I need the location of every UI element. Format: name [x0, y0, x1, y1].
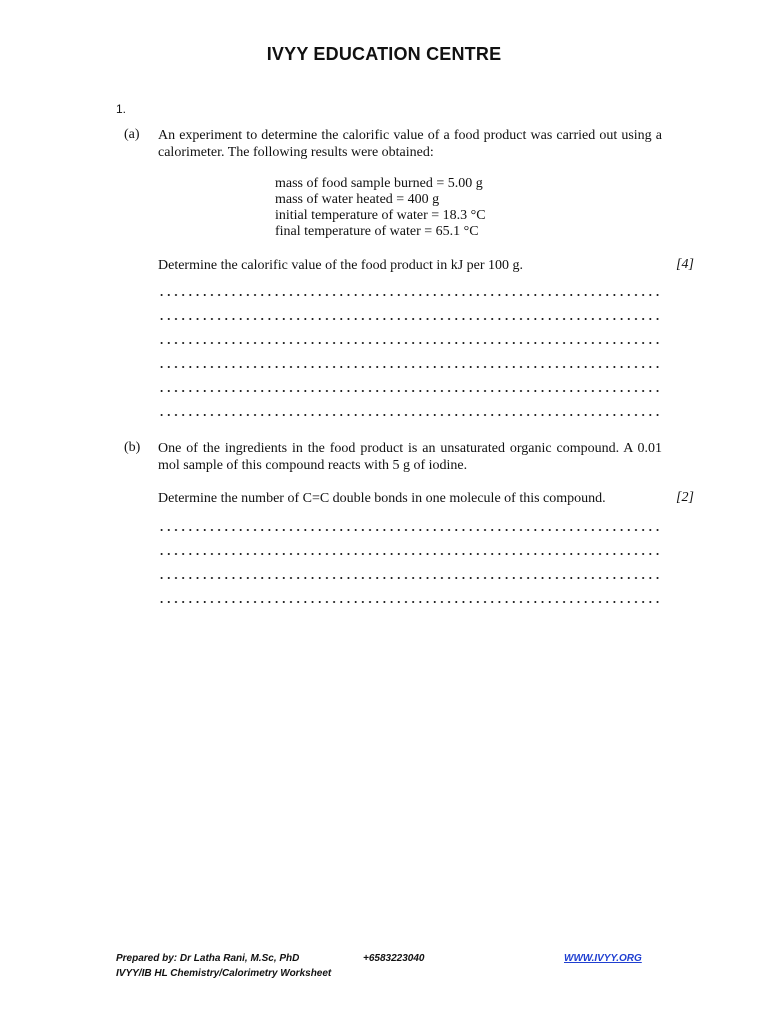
part-b-intro: One of the ingredients in the food product is an unsaturated organic compound. A 0.01 mol sample of this compound reacts with 5 g of iodine. — [158, 441, 662, 473]
part-b-task: Determine the number of C=C double bonds in one molecule of this compound. — [158, 491, 606, 506]
answer-line[interactable] — [158, 290, 662, 298]
data-item: mass of water heated = 400 g — [275, 192, 440, 207]
data-item: mass of food sample burned = 5.00 g — [275, 176, 483, 191]
footer-phone: +6583223040 — [363, 953, 425, 964]
data-item: initial temperature of water = 18.3 °C — [275, 208, 486, 223]
answer-line[interactable] — [158, 314, 662, 322]
answer-line[interactable] — [158, 597, 662, 605]
footer-document-name: IVYY/IB HL Chemistry/Calorimetry Worksheet — [116, 968, 332, 979]
answer-line[interactable] — [158, 525, 662, 533]
part-a-task: Determine the calorific value of the food product in kJ per 100 g. — [158, 258, 524, 273]
footer-website-link[interactable]: WWW.IVYY.ORG — [564, 953, 642, 964]
answer-line[interactable] — [158, 410, 662, 418]
question-number: 1. — [116, 102, 127, 116]
footer-prepared-by: Prepared by: Dr Latha Rani, M.Sc, PhD — [116, 953, 300, 964]
answer-line[interactable] — [158, 386, 662, 394]
part-a-marks: [4] — [676, 257, 694, 272]
page-title: IVYY EDUCATION CENTRE — [266, 44, 502, 64]
part-a-label: (a) — [124, 127, 140, 142]
answer-line[interactable] — [158, 573, 662, 581]
part-b-label: (b) — [124, 440, 141, 455]
answer-line[interactable] — [158, 362, 662, 370]
part-b-marks: [2] — [676, 490, 694, 505]
part-a-intro: An experiment to determine the calorific value of a food product was carried out using a calorimeter. The following results were obtained: — [158, 128, 662, 160]
data-item: final temperature of water = 65.1 °C — [275, 224, 479, 239]
answer-line[interactable] — [158, 338, 662, 346]
answer-line[interactable] — [158, 549, 662, 557]
